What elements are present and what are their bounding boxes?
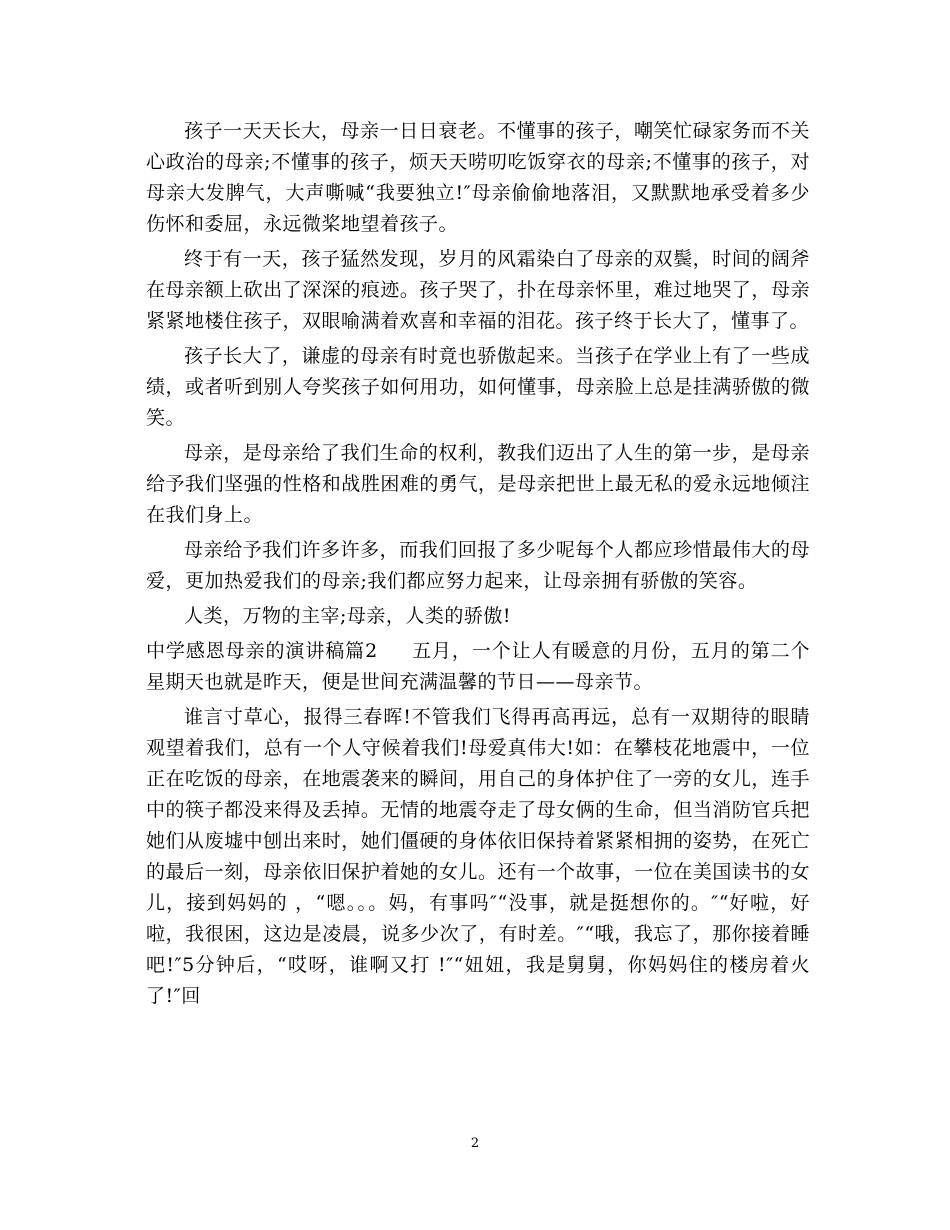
- paragraph-2: 终于有一天，孩子猛然发现，岁月的风霜染白了母亲的双鬓，时间的阔斧在母亲额上砍出了深深的痕迹。孩子哭了，扑在母亲怀里，难过地哭了，母亲紧紧地楼住孩子，双眼喻满着欢喜和幸福的泪花。孩子终于长大了，懂事了。: [146, 248, 810, 332]
- paragraph-last: 谁言寸草心，报得三春晖!不管我们飞得再高再远，总有一双期待的眼睛观望着我们，总有一个人守候着我们!母爱真伟大!如：在攀枝花地震中，一位正在吃饭的母亲，在地震袭来的瞬间，用自己的身体护住了一旁的女儿，连手中的筷子都没来得及丢掉。无情的地震夺走了母女俩的生命，但当消防官兵把她们从废墟中刨出来时，她们僵硬的身体依旧保持着紧紧相拥的姿势，在死亡的最后一刻，母亲依旧保护着她的女儿。还有一个故事，一位在美国读书的女儿，接到妈妈的 ，“嗯。。。妈，有事吗″“没事，就是挺想你的。″“好啦，好啦，我很困，这边是凌晨，说多少次了，有时差。″“哦，我忘了，那你接着睡吧!″5分钟后，“哎呀，谁啊又打 !″“妞妞，我是舅舅，你妈妈住的楼房着火了!″回: [146, 706, 810, 1007]
- section-paragraph: [146, 636, 810, 702]
- paragraph-6: 人类，万物的主宰;母亲，人类的骄傲!: [184, 605, 512, 627]
- section-heading: 中学感恩母亲的演讲稿篇2: [146, 640, 378, 662]
- paragraph-1: 孩子一天天长大，母亲一日日衰老。不懂事的孩子，嘲笑忙碌家务而不关心政治的母亲;不懂事的孩子，烦天天唠叨吃饭穿衣的母亲;不懂事的孩子，对母亲大发脾气，大声嘶喊“我要独立!″母亲偷偷地落泪，又默默地承受着多少伤怀和委屈，永远微桨地望着孩子。: [146, 120, 810, 235]
- page-number: 2: [470, 1136, 480, 1151]
- document-body: [146, 116, 810, 1016]
- section-first-paragraph: 五月，一个让人有暖意的月份，五月的第二个星期天也就是昨天，便是世间充满温馨的节日——母亲节。: [146, 640, 810, 693]
- paragraph-4: 母亲，是母亲给了我们生命的权利，教我们迈出了人生的第一步，是母亲给予我们坚强的性格和战胜困难的勇气，是母亲把世上最无私的爱永远地倾注在我们身上。: [146, 442, 810, 526]
- paragraph-5: 母亲给予我们许多许多，而我们回报了多少呢每个人都应珍惜最伟大的母爱，更加热爱我们的母亲;我们都应努力起来，让母亲拥有骄傲的笑容。: [146, 539, 810, 592]
- paragraph-3: 孩子长大了，谦虚的母亲有时竟也骄傲起来。当孩子在学业上有了一些成绩，或者听到别人夸奖孩子如何用功，如何懂事，母亲脸上总是挂满骄傲的微笑。: [146, 345, 810, 429]
